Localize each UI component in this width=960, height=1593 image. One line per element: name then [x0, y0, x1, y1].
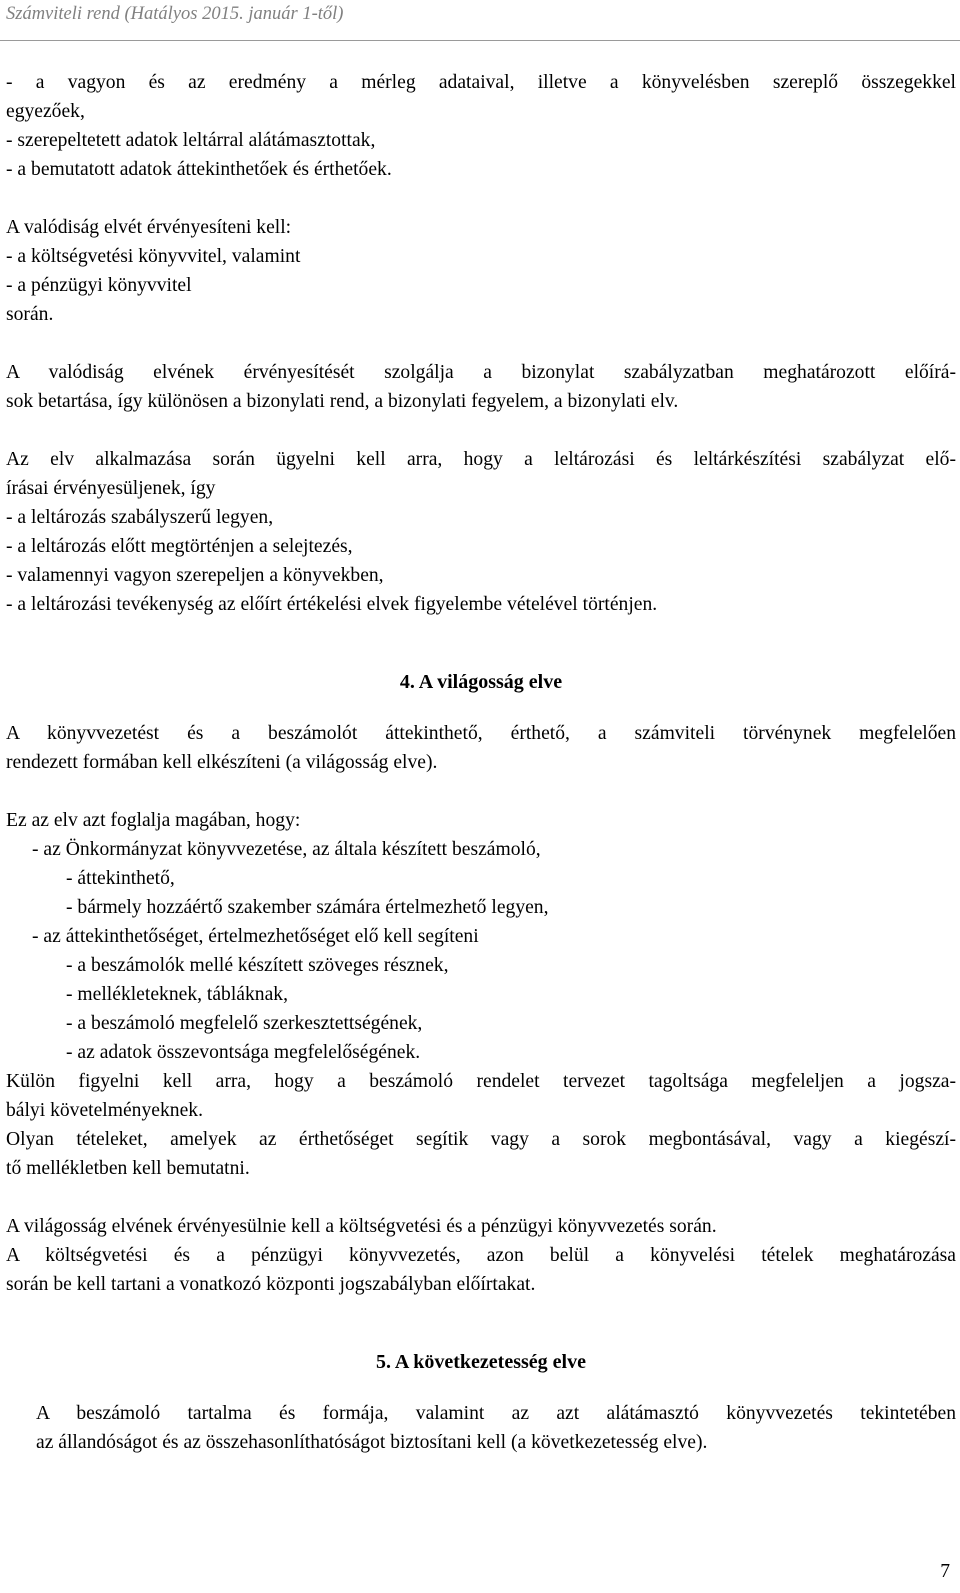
list-item: - szerepeltetett adatok leltárral alátámasztottak,	[6, 130, 376, 151]
paragraph-line: A világosság elvének érvényesülnie kell a költségvetési és a pénzügyi könyvvezetés során.	[6, 1216, 717, 1237]
list-item: - az adatok összevontsága megfelelőségének.	[66, 1042, 421, 1063]
paragraph-line: Külön figyelni kell arra, hogy a beszámoló rendelet tervezet tagoltsága megfeleljen a jogsza-	[6, 1071, 956, 1092]
paragraph-line: Az elv alkalmazása során ügyelni kell arra, hogy a leltározási és leltárkészítési szabályzat elő-	[6, 449, 956, 470]
paragraph-line: A valódiság elvét érvényesíteni kell:	[6, 217, 292, 238]
document-body	[6, 68, 956, 1457]
paragraph-line: során be kell tartani a vonatkozó központi jogszabályban előírtakat.	[6, 1274, 536, 1295]
list-item: - a leltározás szabályszerű legyen,	[6, 507, 274, 528]
list-item: - az Önkormányzat könyvvezetése, az általa készített beszámoló,	[32, 839, 541, 860]
page-number: 7	[940, 1561, 950, 1582]
paragraph-line: - a vagyon és az eredmény a mérleg adataival, illetve a könyvelésben szereplő összegekkel	[6, 72, 956, 93]
list-item: - áttekinthető,	[66, 868, 175, 889]
paragraph-line: során.	[6, 304, 54, 325]
paragraph-line: tő mellékletben kell bemutatni.	[6, 1158, 250, 1179]
paragraph-line: A beszámoló tartalma és formája, valamint az azt alátámasztó könyvvezetés tekintetében	[36, 1403, 956, 1424]
paragraph-line: A költségvetési és a pénzügyi könyvvezetés, azon belül a könyvelési tételek meghatározása	[6, 1245, 956, 1266]
list-item: - az áttekinthetőséget, értelmezhetőséget elő kell segíteni	[32, 926, 479, 947]
list-item: - a beszámolók mellé készített szöveges résznek,	[66, 955, 449, 976]
list-item: - a leltározási tevékenység az előírt értékelési elvek figyelembe vételével történjen.	[6, 594, 658, 615]
list-item: - bármely hozzáértő szakember számára értelmezhető legyen,	[66, 897, 549, 918]
paragraph-line: A valódiság elvének érvényesítését szolgálja a bizonylat szabályzatban meghatározott előírá-	[6, 362, 956, 383]
section-heading: 4. A világosság elve	[399, 671, 563, 693]
paragraph-line: Olyan tételeket, amelyek az érthetőséget segítik vagy a sorok megbontásával, vagy a kiegészí-	[6, 1129, 956, 1150]
paragraph-line: az állandóságot és az összehasonlíthatóságot biztosítani kell (a következetesség elve).	[36, 1432, 708, 1453]
list-item: - a pénzügyi könyvvitel	[6, 275, 192, 296]
paragraph-line: A könyvvezetést és a beszámolót áttekinthető, érthető, a számviteli törvénynek megfelelően	[6, 723, 956, 744]
section-heading: 5. A következetesség elve	[376, 1351, 586, 1373]
header-title: Számviteli rend (Hatályos 2015. január 1-től)	[6, 4, 344, 24]
list-item: - a költségvetési könyvvitel, valamint	[6, 246, 301, 267]
list-item: - valamennyi vagyon szerepeljen a könyvekben,	[6, 565, 384, 586]
paragraph-line: írásai érvényesüljenek, így	[6, 478, 216, 499]
list-item: - a beszámoló megfelelő szerkesztettségének,	[66, 1013, 423, 1034]
paragraph-line: egyezőek,	[6, 101, 85, 122]
list-item: - a leltározás előtt megtörténjen a selejtezés,	[6, 536, 353, 557]
paragraph-line: bályi követelményeknek.	[6, 1100, 203, 1121]
list-item: - a bemutatott adatok áttekinthetőek és érthetőek.	[6, 159, 392, 180]
paragraph-line: Ez az elv azt foglalja magában, hogy:	[6, 810, 301, 831]
paragraph-line: sok betartása, így különösen a bizonylati rend, a bizonylati fegyelem, a bizonylati elv.	[6, 391, 679, 412]
page-header	[0, 0, 960, 41]
list-item: - mellékleteknek, tábláknak,	[66, 984, 288, 1005]
paragraph-line: rendezett formában kell elkészíteni (a világosság elve).	[6, 752, 438, 773]
